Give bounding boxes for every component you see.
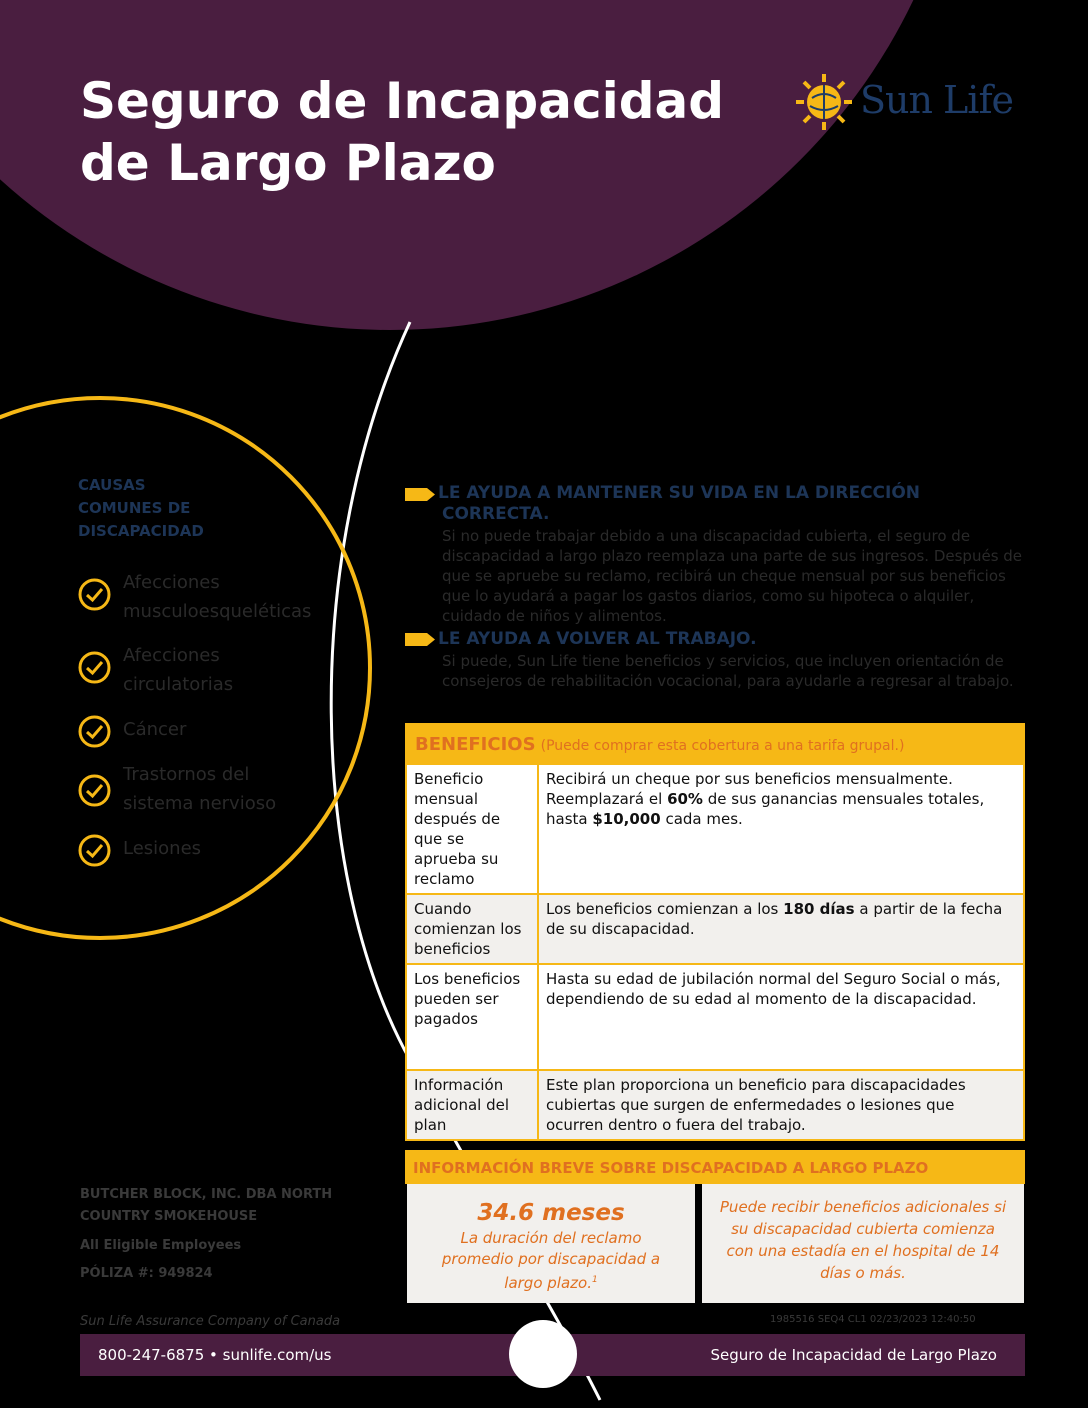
- row-label: Beneficio mensual después de que se aprueba su reclamo: [406, 764, 538, 894]
- sun-life-logo-icon: [794, 72, 854, 132]
- logo-wordmark: Sun Life: [860, 78, 1013, 122]
- section-body: Si puede, Sun Life tiene beneficios y servicios, que incluyen orientación de consejeros de rehabilitación vocacional, para ayudarle a regresar al trabajo.: [442, 652, 1014, 690]
- check-circle-icon: [78, 715, 111, 748]
- section-body: Si no puede trabajar debido a una discapacidad cubierta, el seguro de discapacidad a largo plazo reemplaza una parte de sus ingresos. Después de que se apruebe su reclamo, recibirá un cheque mensual por sus beneficios que lo ayudará a pagar los gastos diarios, como su hipoteca o alquiler, cuidado de niños y alimentos.: [442, 527, 1023, 625]
- org-name-line: BUTCHER BLOCK, INC. DBA NORTH: [80, 1187, 333, 1202]
- stat-value: 34.6 meses: [477, 1200, 625, 1226]
- value-text: Recibirá un cheque por sus beneficios mensualmente. Reemplazará el: [546, 770, 953, 808]
- section-heading-line: CORRECTA.: [442, 504, 550, 524]
- table-row: [406, 1070, 1024, 1140]
- plan-info: [80, 1184, 360, 1285]
- causes-heading-line: CAUSAS: [78, 476, 146, 494]
- stat-caption-wrap: [407, 1228, 695, 1294]
- arrow-right-icon: [405, 488, 435, 501]
- table-row: [406, 764, 1024, 894]
- cause-label: musculoesqueléticas: [123, 601, 312, 622]
- cause-label: sistema nervioso: [123, 793, 277, 814]
- check-circle-icon: [78, 578, 111, 611]
- footnote-marker: 1: [591, 1275, 598, 1285]
- cause-label: Lesiones: [123, 838, 202, 859]
- value-emphasis: 180 días: [783, 900, 855, 918]
- check-circle-icon: [78, 834, 111, 867]
- row-value: [538, 894, 1024, 964]
- row-label: Cuando comienzan los beneficios: [406, 894, 538, 964]
- sun-life-logo: [794, 72, 1034, 136]
- brief-info-heading: INFORMACIÓN BREVE SOBRE DISCAPACIDAD A LARGO PLAZO: [405, 1150, 1025, 1184]
- table-row: [406, 964, 1024, 1070]
- cause-label: Afecciones: [123, 645, 220, 666]
- check-circle-icon: [78, 774, 111, 807]
- causes-heading-line: DISCAPACIDAD: [78, 522, 204, 540]
- document-code: 1985516 SEQ4 CL1 02/23/2023 12:40:50: [770, 1314, 976, 1325]
- section-heading-line: LE AYUDA A MANTENER SU VIDA EN LA DIRECCIÓN: [438, 483, 921, 503]
- benefits-note: (Puede comprar esta cobertura a una tarifa grupal.): [540, 737, 905, 754]
- cause-label: circulatorias: [123, 674, 234, 695]
- row-value: Hasta su edad de jubilación normal del Seguro Social o más, dependiendo de su edad al momento de la discapacidad.: [538, 964, 1024, 1070]
- stat-caption: La duración del reclamo promedio por discapacidad a largo plazo.: [441, 1229, 661, 1292]
- arrow-right-icon: [405, 633, 435, 646]
- decorative-circle: [509, 1320, 577, 1388]
- row-value: [538, 764, 1024, 894]
- contact-info[interactable]: 800-247-6875 • sunlife.com/us: [98, 1346, 332, 1364]
- row-value: Este plan proporciona un beneficio para discapacidades cubiertas que surgen de enfermedades o lesiones que ocurren dentro o fuera del trabajo.: [538, 1070, 1024, 1140]
- title-line-2: de Largo Plazo: [80, 134, 496, 192]
- stat-box: [407, 1184, 695, 1303]
- table-row: [406, 894, 1024, 964]
- causes-heading-line: COMUNES DE: [78, 499, 191, 517]
- benefits-header-cell: [406, 724, 1024, 764]
- row-label: Los beneficios pueden ser pagados: [406, 964, 538, 1070]
- cause-label: Afecciones: [123, 572, 220, 593]
- product-name: Seguro de Incapacidad de Largo Plazo: [710, 1346, 997, 1364]
- section-heading: [438, 483, 1023, 525]
- benefits-title: BENEFICIOS: [415, 733, 536, 755]
- check-circle-icon: [78, 651, 111, 684]
- value-emphasis: 60%: [667, 790, 703, 808]
- cause-label: Cáncer: [123, 719, 187, 740]
- title-line-1: Seguro de Incapacidad: [80, 72, 725, 130]
- value-text: cada mes.: [660, 810, 743, 828]
- cause-label: Trastornos del: [123, 764, 250, 785]
- extra-benefit-box: [702, 1184, 1024, 1303]
- benefits-table: [405, 723, 1025, 1141]
- extra-benefit-text: Puede recibir beneficios adicionales si su discapacidad cubierta comienza con una estadía en el hospital de 14 días o más.: [719, 1198, 1007, 1282]
- eligibility: All Eligible Employees: [80, 1238, 242, 1253]
- company-name: Sun Life Assurance Company of Canada: [80, 1314, 341, 1329]
- benefits-table-header: [406, 724, 1024, 764]
- value-text: a partir de la fecha de su discapacidad.: [546, 900, 1003, 938]
- value-text: Los beneficios comienzan a los: [546, 900, 784, 918]
- value-text: de sus ganancias mensuales totales, hasta: [546, 790, 985, 828]
- org-name-line: COUNTRY SMOKEHOUSE: [80, 1209, 258, 1224]
- causes-heading: [78, 474, 258, 543]
- value-emphasis: $10,000: [592, 810, 661, 828]
- row-label: Información adicional del plan: [406, 1070, 538, 1140]
- page-title: [80, 70, 725, 194]
- policy-number: PÓLIZA #: 949824: [80, 1266, 213, 1281]
- section-heading: LE AYUDA A VOLVER AL TRABAJO.: [438, 629, 757, 649]
